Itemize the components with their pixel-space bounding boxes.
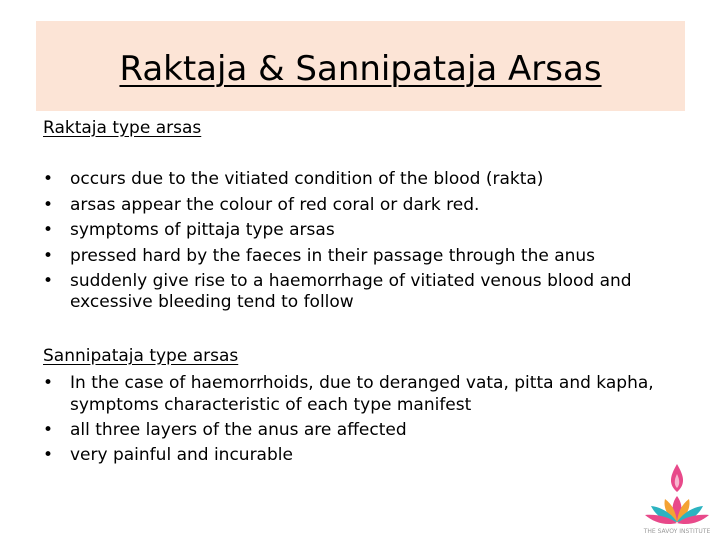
raktaja-list xyxy=(43,167,693,313)
list-item xyxy=(43,444,693,466)
sannipataja-heading: Sannipataja type arsas xyxy=(43,346,239,366)
bullet-icon: • xyxy=(43,373,54,393)
bullet-icon: • xyxy=(43,445,54,465)
raktaja-section xyxy=(43,116,693,313)
bullet-icon: • xyxy=(43,245,54,266)
list-item xyxy=(43,193,693,219)
list-item xyxy=(43,419,693,441)
raktaja-heading: Raktaja type arsas xyxy=(43,118,202,138)
list-item-text: suddenly give rise to a haemorrhage of vitiated venous blood and excessive bleeding tend to follow xyxy=(70,271,632,312)
institute-logo xyxy=(637,462,717,540)
slide-title: Raktaja & Sannipataja Arsas xyxy=(119,49,602,89)
title-band xyxy=(36,21,685,111)
bullet-icon: • xyxy=(43,194,54,215)
bullet-icon: • xyxy=(43,220,54,240)
sannipataja-section xyxy=(43,344,693,466)
bullet-icon: • xyxy=(43,271,54,291)
list-item xyxy=(43,218,693,244)
logo-caption: THE SAVOY INSTITUTE xyxy=(643,528,711,535)
list-item xyxy=(43,244,693,270)
bullet-icon: • xyxy=(43,420,54,440)
bullet-icon: • xyxy=(43,169,54,189)
list-item-text: all three layers of the anus are affected xyxy=(70,420,407,440)
list-item-text: occurs due to the vitiated condition of the blood (rakta) xyxy=(70,169,544,189)
list-item xyxy=(43,167,693,193)
list-item-text: symptoms of pittaja type arsas xyxy=(70,220,335,240)
list-item xyxy=(43,271,693,313)
list-item-text: arsas appear the colour of red coral or dark red. xyxy=(70,194,480,215)
list-item-text: pressed hard by the faeces in their passage through the anus xyxy=(70,245,596,266)
list-item-text: very painful and incurable xyxy=(70,445,293,465)
list-item xyxy=(43,372,693,416)
diya-lamp-lotus-icon xyxy=(637,462,717,528)
sannipataja-list xyxy=(43,372,693,466)
list-item-text: In the case of haemorrhoids, due to deranged vata, pitta and kapha, symptoms characteristic of each type manifest xyxy=(70,373,654,415)
